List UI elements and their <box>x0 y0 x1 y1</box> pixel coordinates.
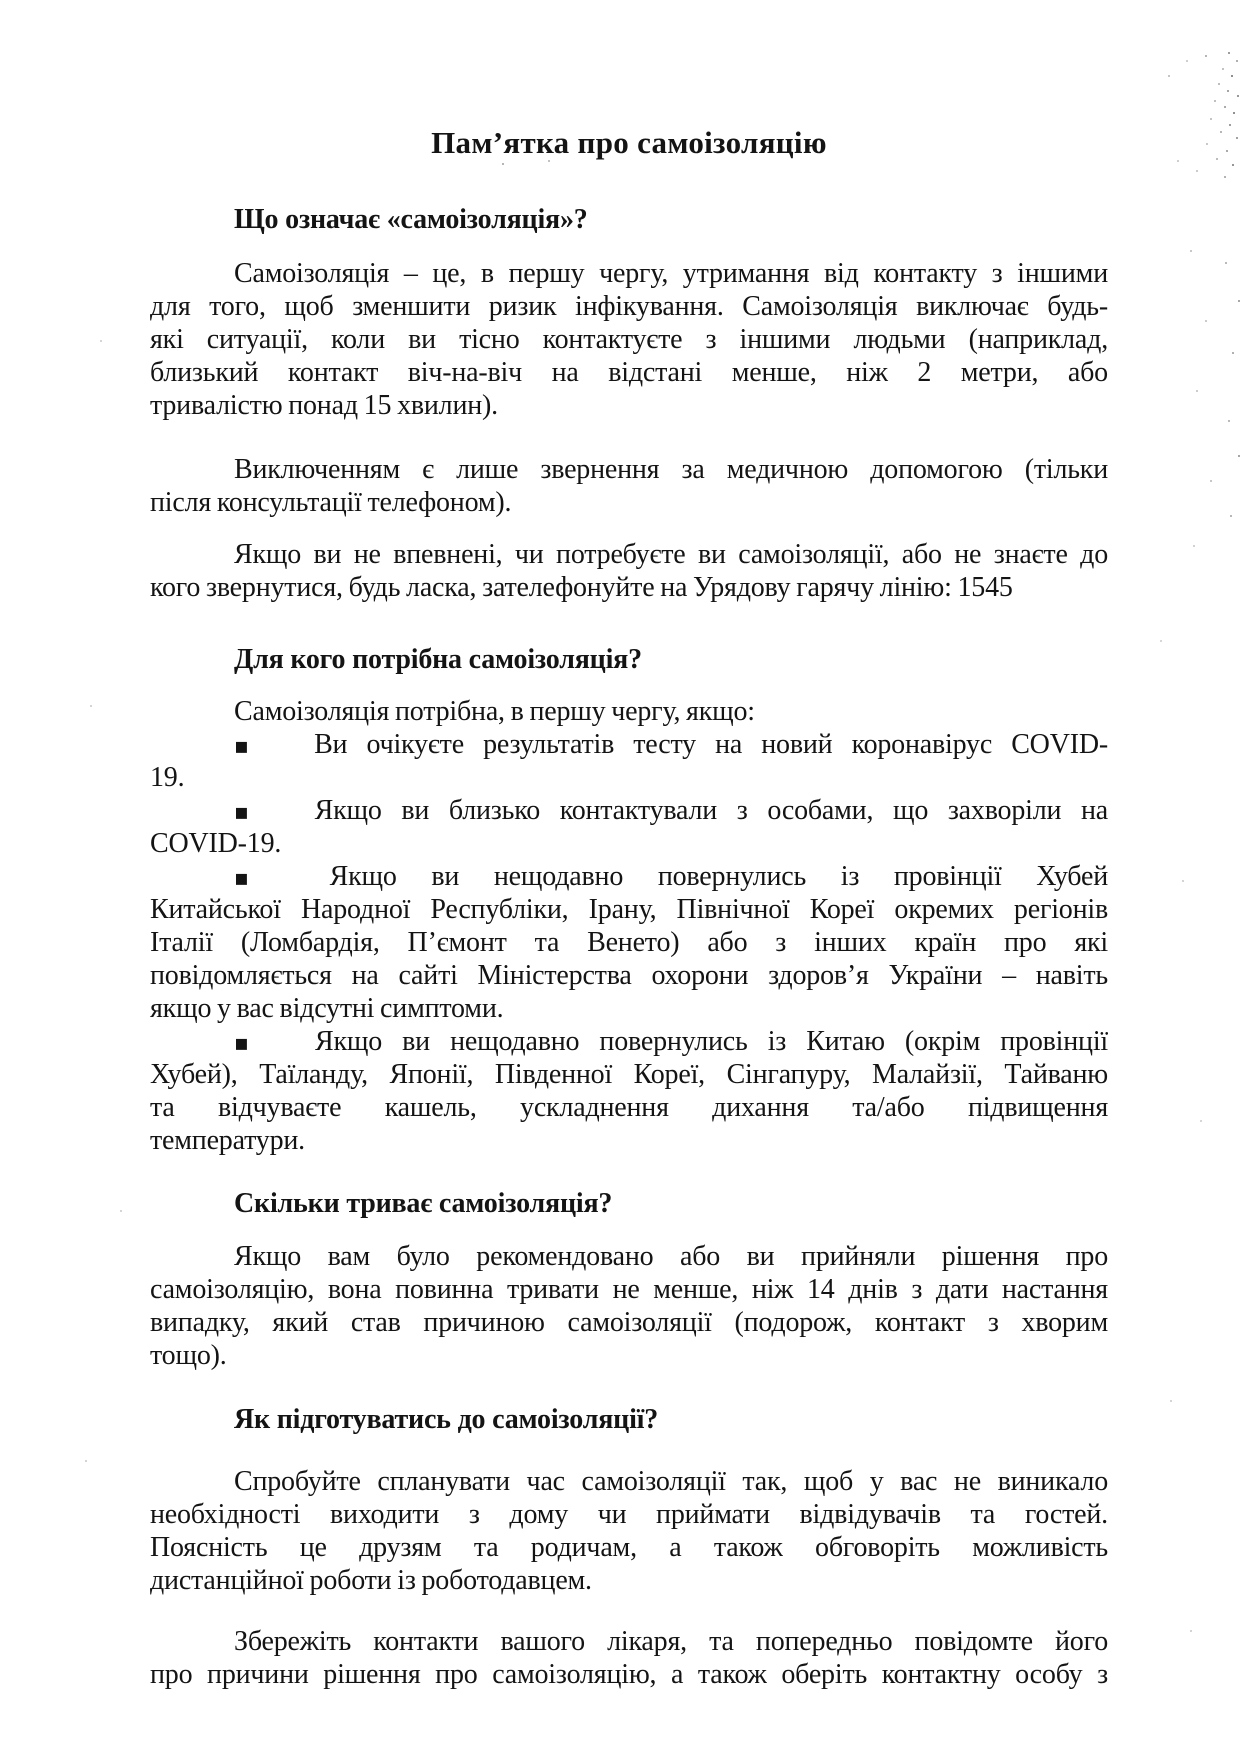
text-line: близький контакт віч-на-віч на відстані менше, ніж 2 метри, або <box>150 357 1108 388</box>
text-line: для того, щоб зменшити ризик інфікування. Самоізоляція виключає будь- <box>150 291 1108 322</box>
bullet-item <box>150 794 1108 860</box>
text-line: Якщо вам було рекомендовано або ви прийняли рішення про <box>234 1241 1108 1272</box>
hotline-text-line: кого звернутися, будь ласка, зателефонуйте на Урядову гарячу лінію: 1545 <box>150 572 1013 603</box>
paragraph <box>150 1465 1108 1597</box>
bullet-item <box>150 860 1108 1025</box>
paragraph <box>150 1625 1108 1691</box>
text-line: тощо). <box>150 1340 227 1371</box>
text-line: дистанційної роботи із роботодавцем. <box>150 1565 592 1596</box>
bullet-first-line <box>150 1025 1108 1058</box>
list-intro-line: Самоізоляція потрібна, в першу чергу, якщо: <box>234 696 755 727</box>
bullet-first-line <box>150 860 1108 893</box>
text-line: які ситуації, коли ви тісно контактуєте з іншими людьми (наприклад, <box>150 324 1108 355</box>
text-line: Якщо ви не впевнені, чи потребуєте ви самоізоляції, або не знаєте до <box>234 539 1108 570</box>
text-line: випадку, який став причиною самоізоляції (подорож, контакт з хворим <box>150 1307 1108 1338</box>
section-heading-what-is-self-isolation: Що означає «самоізоляція»? <box>234 204 588 235</box>
text-line: Виключенням є лише звернення за медичною допомогою (тільки <box>234 454 1108 485</box>
text-line: Ви очікуєте результатів тесту на новий коронавірус COVID- <box>314 729 1108 760</box>
text-line: Якщо ви нещодавно повернулись із Китаю (окрім провінції <box>315 1026 1108 1057</box>
text-line: Самоізоляція – це, в першу чергу, утримання від контакту з іншими <box>234 258 1108 289</box>
bullet-square-icon: ▪ <box>234 866 278 891</box>
text-line: 19. <box>150 762 185 793</box>
bullet-first-line <box>150 728 1108 761</box>
text-line: Італії (Ломбардія, П’ємонт та Венето) або з інших країн про які <box>150 927 1108 958</box>
text-line: самоізоляцію, вона повинна тривати не менше, ніж 14 днів з дати настання <box>150 1274 1108 1305</box>
text-line: та відчуваєте кашель, ускладнення дихання та/або підвищення <box>150 1092 1108 1123</box>
text-line: повідомляється на сайті Міністерства охорони здоров’я України – навіть <box>150 960 1108 991</box>
paragraph <box>150 538 1108 604</box>
document-title: Пам’ятка про самоізоляцію <box>431 125 827 160</box>
text-line: Поясність це друзям та родичам, а також обговоріть можливість <box>150 1532 1108 1563</box>
text-line: Хубей), Таїланду, Японії, Південної Кореї, Сінгапуру, Малайзії, Тайваню <box>150 1059 1108 1090</box>
text-line: після консультації телефоном). <box>150 487 512 518</box>
bullet-square-icon: ▪ <box>234 800 263 825</box>
text-line: COVID-19. <box>150 828 282 859</box>
text-line: необхідності виходити з дому чи приймати відвідувачів та гостей. <box>150 1499 1108 1530</box>
bullet-square-icon: ▪ <box>234 734 263 759</box>
section-heading-who-needs-self-isolation: Для кого потрібна самоізоляція? <box>234 644 642 675</box>
bullet-square-icon: ▪ <box>234 1031 264 1056</box>
bullet-first-line <box>150 794 1108 827</box>
scan-noise <box>0 0 2 2</box>
paragraph <box>150 1240 1108 1372</box>
text-line: Китайської Народної Республіки, Ірану, Північної Кореї окремих регіонів <box>150 894 1108 925</box>
section-heading-how-to-prepare: Як підготуватись до самоізоляції? <box>234 1404 659 1435</box>
bullet-item <box>150 728 1108 794</box>
paragraph <box>150 257 1108 422</box>
paragraph <box>150 695 1108 728</box>
text-line: про причини рішення про самоізоляцію, а також оберіть контактну особу з <box>150 1659 1108 1690</box>
text-line: Спробуйте спланувати час самоізоляції так, щоб у вас не виникало <box>234 1466 1108 1497</box>
text-line: Якщо ви близько контактували з особами, що захворіли на <box>314 795 1108 826</box>
text-line: Якщо ви нещодавно повернулись із провінції Хубей <box>329 861 1108 892</box>
bullet-item <box>150 1025 1108 1157</box>
section-heading-how-long: Скільки триває самоізоляція? <box>234 1188 613 1219</box>
text-line: температури. <box>150 1125 305 1156</box>
text-line: якщо у вас відсутні симптоми. <box>150 993 504 1024</box>
text-line: Збережіть контакти вашого лікаря, та попередньо повідомте його <box>234 1626 1108 1657</box>
document-content <box>150 0 1108 1691</box>
paragraph <box>150 453 1108 519</box>
text-line: тривалістю понад 15 хвилин). <box>150 390 498 421</box>
